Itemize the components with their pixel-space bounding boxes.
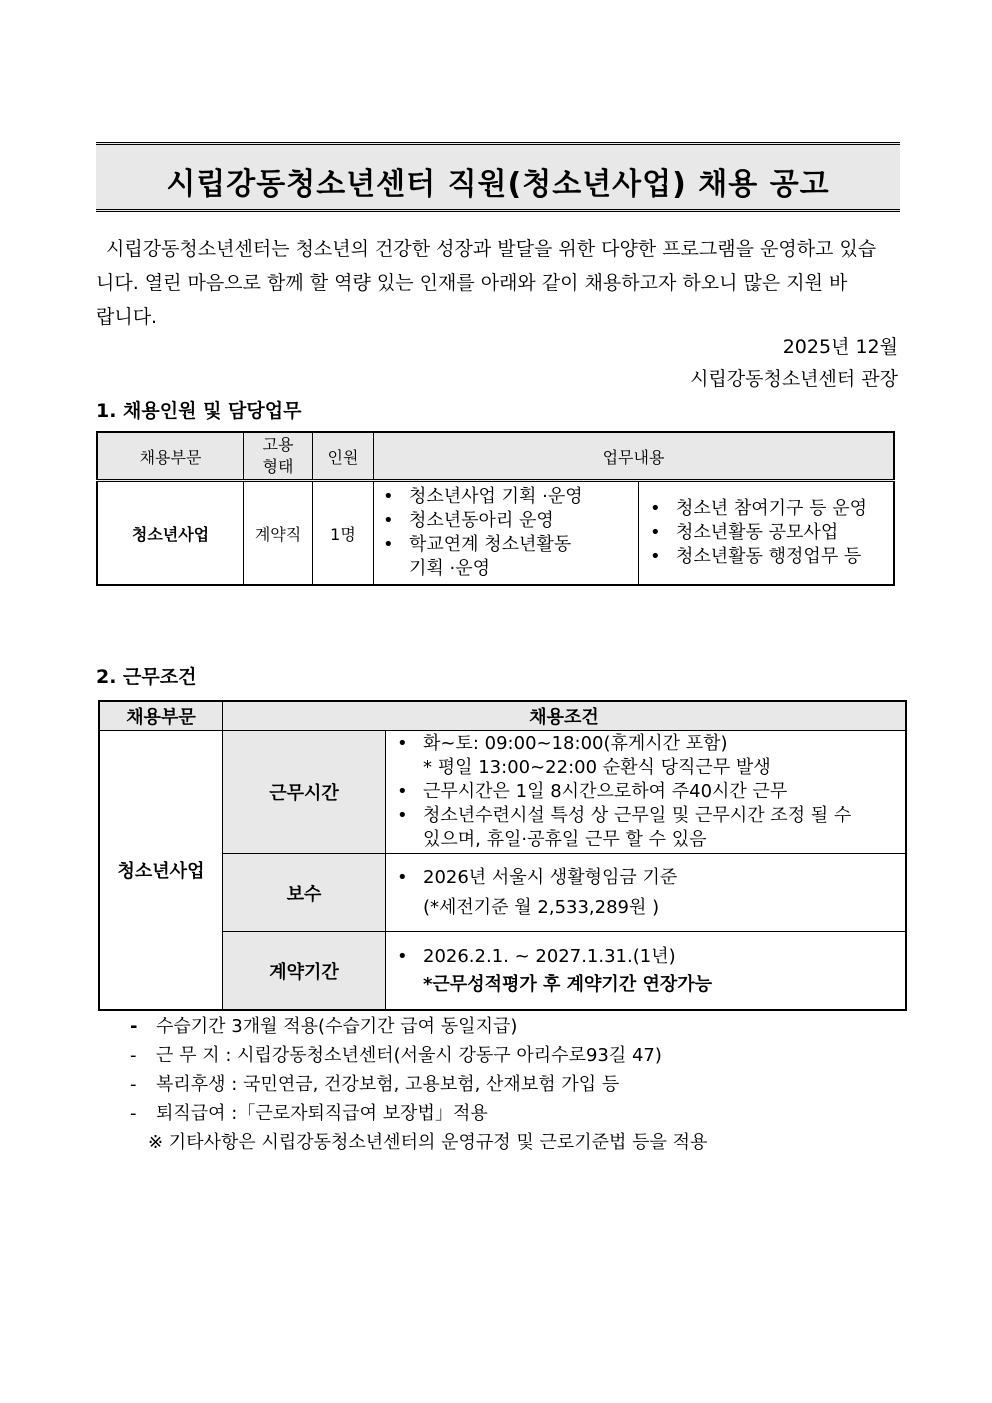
row-employment-type: 계약직: [244, 481, 313, 586]
intro-line-1: 시립강동청소년센터는 청소년의 건강한 성장과 발달을 위한 다양한 프로그램을 운영하고 있습: [106, 238, 877, 260]
notes-list: [130, 1012, 707, 1157]
notice-signer: 시립강동청소년센터 관장: [690, 368, 898, 390]
intro-line-2: 니다. 열린 마음으로 함께 할 역량 있는 인재를 아래와 같이 채용하고자 하오니 많은 지원 바: [96, 272, 848, 294]
duty-item: • 학교연계 청소년활동: [409, 533, 637, 557]
hours-label: 근무시간: [223, 731, 386, 854]
duty-item: • 청소년동아리 운영: [409, 509, 637, 533]
page-title: 시립강동청소년센터 직원(청소년사업) 채용 공고: [166, 167, 830, 202]
period-label: 계약기간: [223, 932, 386, 1011]
section2-heading: 2. 근무조건: [96, 666, 197, 688]
title-banner: [96, 142, 900, 212]
duty-item: • 청소년 참여기구 등 운영: [676, 497, 892, 521]
row-count: 1명: [313, 481, 374, 586]
note-item: - 근 무 지 : 시립강동청소년센터(서울시 강동구 아리수로93길 47): [130, 1045, 662, 1066]
recruitment-table: [96, 431, 895, 586]
section1-heading: 1. 채용인원 및 담당업무: [96, 400, 302, 422]
intro-line-3: 랍니다.: [96, 306, 158, 328]
hours-item-sub: * 평일 13:00~22:00 순환식 당직근무 발생: [423, 757, 771, 778]
note-text: 복리후생 : 국민연금, 건강보험, 고용보험, 산재보험 가입 등: [156, 1074, 620, 1095]
header-employment-type: [244, 432, 313, 481]
hours-cell: [386, 731, 907, 854]
hours-item: • 근무시간은 1일 8시간으로하여 주40시간 근무: [423, 780, 904, 804]
period-item: • 2026.2.1. ~ 2027.1.31.(1년): [423, 943, 904, 971]
hours-item: • 화~토: 09:00~18:00(휴게시간 포함): [423, 732, 904, 756]
notice-date: 2025년 12월: [782, 336, 898, 358]
note-footnote: ※ 기타사항은 시립강동청소년센터의 운영규정 및 근로기준법 등을 적용: [148, 1132, 708, 1153]
header-count: 인원: [313, 432, 374, 481]
duty-item: • 청소년사업 기획 ·운영: [409, 485, 637, 509]
header-conditions: 채용조건: [223, 701, 907, 731]
duties-left-cell: [374, 481, 639, 586]
note-text: 근 무 지 : 시립강동청소년센터(서울시 강동구 아리수로93길 47): [156, 1045, 662, 1066]
header-duties: 업무내용: [374, 432, 895, 481]
header-type-line2: 형태: [262, 457, 294, 476]
hours-item-continuation: 있으며, 휴일·공휴일 근무 할 수 있음: [423, 829, 707, 850]
hours-item: • 청소년수련시설 특성 상 근무일 및 근무시간 조정 될 수: [423, 804, 904, 828]
header-dept: 채용부문: [97, 432, 244, 481]
header-type-line1: 고용: [262, 435, 294, 454]
intro-paragraph: [96, 232, 898, 334]
note-item: - 수습기간 3개월 적용(수습기간 급여 동일지급): [130, 1016, 518, 1037]
duty-item: • 청소년활동 공모사업: [676, 521, 892, 545]
note-item: - 복리후생 : 국민연금, 건강보험, 고용보험, 산재보험 가입 등: [130, 1074, 620, 1095]
note-text: 퇴직급여 :「근로자퇴직급여 보장법」적용: [156, 1103, 488, 1124]
conditions-dept: 청소년사업: [99, 731, 223, 1011]
period-item-sub: *근무성적평가 후 계약기간 연장가능: [423, 973, 713, 995]
pay-cell: [386, 854, 907, 932]
pay-item-sub: (*세전기준 월 2,533,289원 ): [423, 896, 660, 918]
note-item: - 퇴직급여 :「근로자퇴직급여 보장법」적용: [130, 1103, 488, 1124]
conditions-table: [98, 700, 907, 1011]
duty-item: • 청소년활동 행정업무 등: [676, 545, 892, 569]
duties-right-cell: [639, 481, 895, 586]
duty-item-continuation: 기획 ·운영: [409, 558, 490, 579]
header-dept: 채용부문: [99, 701, 223, 731]
note-text: 수습기간 3개월 적용(수습기간 급여 동일지급): [156, 1016, 518, 1037]
row-dept: 청소년사업: [97, 481, 244, 586]
period-cell: [386, 932, 907, 1011]
pay-label: 보수: [223, 854, 386, 932]
pay-item: • 2026년 서울시 생활형임금 기준: [423, 863, 904, 893]
